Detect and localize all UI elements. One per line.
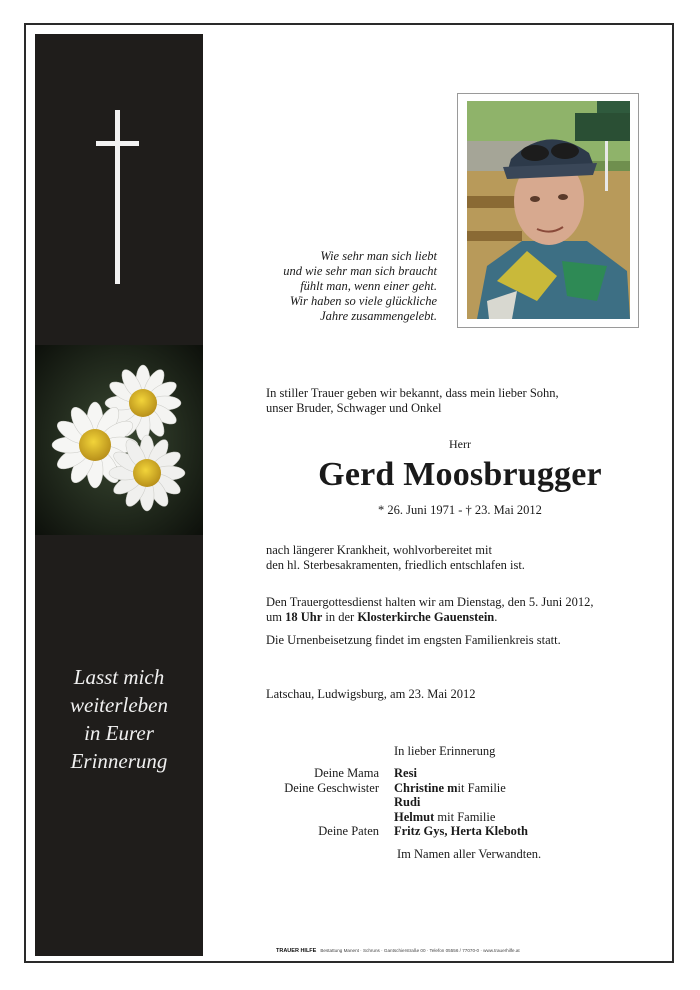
relation-name [394, 810, 528, 825]
passing-line: den hl. Sterbesakramenten, friedlich entschlafen ist. [266, 557, 525, 572]
godparent-name: Herta Kleboth [450, 824, 529, 838]
poem-line: und wie sehr man sich braucht [283, 264, 437, 278]
service-church: Klosterkirche Gauenstein [357, 609, 495, 624]
service-suffix: . [494, 609, 498, 624]
service-prefix: um [266, 609, 286, 624]
portrait-photo [467, 101, 630, 319]
passing-line: nach längerer Krankheit, wohlvorbereitet mit [266, 543, 492, 557]
poem [230, 249, 437, 324]
service-line [266, 610, 594, 625]
daisy-flowers-image [35, 345, 203, 535]
urn-text: Die Urnenbeisetzung findet im engsten Familienkreis statt. [266, 633, 561, 647]
relation-name [394, 795, 528, 810]
relation-label [266, 810, 379, 825]
mama-name: Resi [394, 766, 417, 780]
place-date: Latschau, Ludwigsburg, am 23. Mai 2012 [266, 687, 476, 701]
closing-text: Im Namen aller Verwandten. [397, 847, 542, 861]
poem-line: fühlt man, wenn einer geht. [300, 279, 437, 293]
intro-line: unser Bruder, Schwager und Onkel [266, 400, 442, 415]
intro-line: In stiller Trauer geben wir bekannt, dass mein lieber Sohn, [266, 386, 559, 400]
relation-name [394, 781, 528, 796]
relation-label [266, 795, 379, 810]
sibling-name: Helmut [394, 809, 435, 824]
relation-labels [266, 766, 379, 839]
cross-icon-bar [96, 141, 139, 146]
footer-brand: TRAUER HILFE [276, 948, 317, 954]
sibling-name: Rudi [394, 795, 421, 809]
godparent-separator: , [444, 824, 451, 838]
deceased-name: Gerd Moosbrugger [318, 456, 602, 493]
sidebar-quote-line: in Eurer [84, 721, 154, 745]
service-line: Den Trauergottesdienst halten wir am Dienstag, den 5. Juni 2012, [266, 595, 594, 609]
footer [276, 948, 520, 954]
salutation: Herr [449, 437, 471, 451]
service-text [266, 595, 594, 624]
sidebar-quote-line: Erinnerung [70, 749, 168, 773]
relation-name [394, 766, 528, 781]
footer-text: Bestattung Manent · Schruns · Gantschierstraße 00 · Telefon 05556 / 77070-0 · www.trauerhilfe.at [320, 948, 520, 953]
sibling-suffix: it Familie [457, 780, 506, 795]
sibling-name: Christine m [394, 780, 458, 795]
relation-label: Deine Mama [314, 766, 379, 780]
godparent-name: Fritz Gys [394, 824, 445, 838]
passing-text [266, 543, 525, 572]
relation-name [394, 824, 528, 839]
service-mid: in der [322, 609, 358, 624]
relation-label: Deine Paten [318, 824, 379, 838]
cross-icon [115, 110, 120, 284]
relation-names [394, 766, 528, 839]
memory-heading: In lieber Erinnerung [394, 744, 496, 758]
relation-label: Deine Geschwister [284, 780, 379, 795]
poem-line: Wir haben so viele glückliche [289, 294, 437, 308]
sidebar-quote-line: Lasst mich [73, 665, 165, 689]
sibling-suffix: mit Familie [434, 809, 496, 824]
poem-line: Jahre zusammengelebt. [320, 309, 437, 323]
sidebar-quote-line: weiterleben [70, 693, 168, 717]
sidebar-quote [35, 663, 203, 775]
service-time: 18 Uhr [285, 609, 323, 624]
life-dates: * 26. Juni 1971 - † 23. Mai 2012 [378, 503, 542, 517]
poem-line: Wie sehr man sich liebt [320, 249, 437, 263]
intro-text [266, 386, 559, 415]
